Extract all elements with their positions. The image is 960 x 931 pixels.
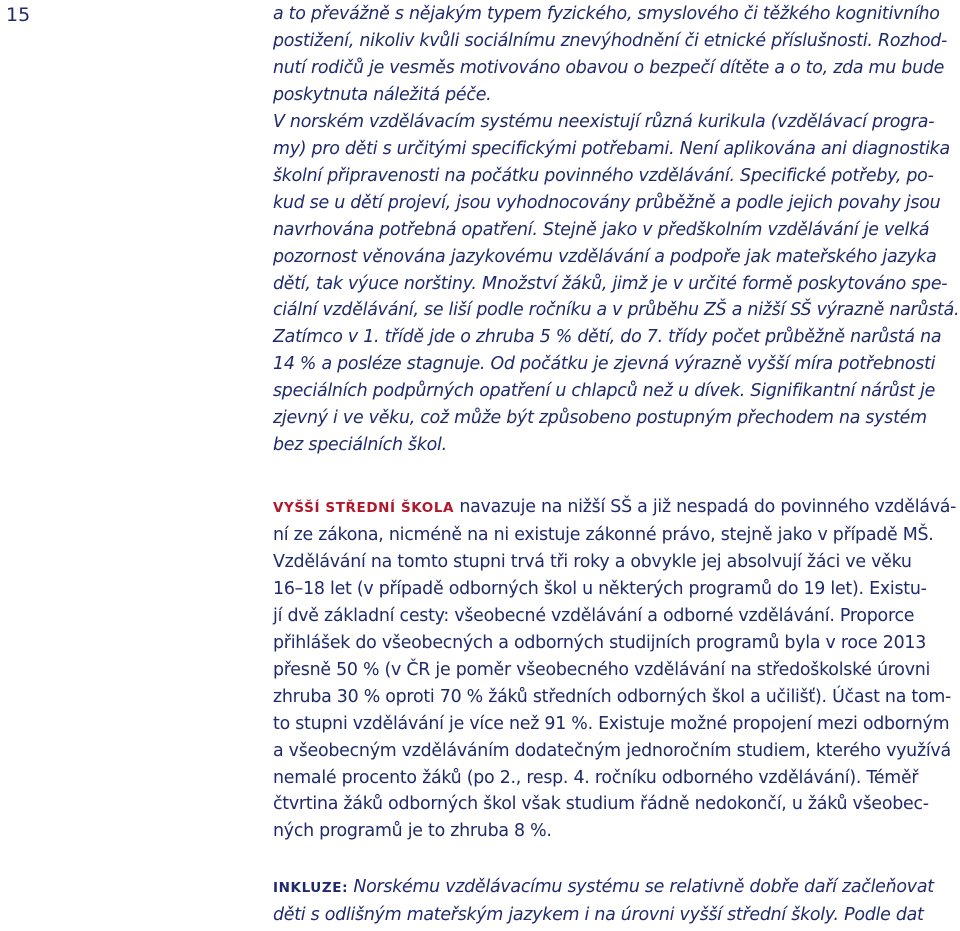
text-line: ciální vzdělávání, se liší podle ročníku a v průběhu ZŠ a nižší SŠ výrazně narůstá. <box>273 300 960 321</box>
text-line: a všeobecným vzděláváním dodatečným jednoročním studiem, kterého využívá <box>273 740 951 761</box>
text-line: ných programů je to zhruba 8 %. <box>273 821 552 842</box>
text-line: přesně 50 % (v ČR je poměr všeobecného vzdělávání na středoškolské úrovni <box>273 659 931 680</box>
text-line: V norském vzdělávacím systému neexistují různá kurikula (vzdělávací progra- <box>273 111 935 132</box>
text-run: Norskému vzdělávacímu systému se relativně dobře daří začleňovat <box>348 877 934 897</box>
text-line: zjevný i ve věku, což může být způsobeno postupným přechodem na systém <box>273 408 927 429</box>
text-line: postižení, nikoliv kvůli sociálnímu znevýhodnění či etnické příslušnosti. Rozhod- <box>273 30 948 51</box>
text-line: a to převážně s nějakým typem fyzického, smyslového či těžkého kognitivního <box>273 4 940 24</box>
paragraph-special-needs <box>273 1 960 459</box>
text-line: přihlášek do všeobecných a odborných studijních programů byla v roce 2013 <box>273 632 927 653</box>
text-line: Zatímco v 1. třídě jde o zhruba 5 % dětí, do 7. třídy počet průběžně narůstá na <box>273 327 942 348</box>
text-line: speciálních podpůrných opatření u chlapců než u dívek. Signifikantní nárůst je <box>273 381 936 402</box>
text-run: navazuje na nižší SŠ a již nespadá do povinného vzdělává- <box>454 497 957 517</box>
text-line: jí dvě základní cesty: všeobecné vzdělávání a odborné vzdělávání. Proporce <box>273 605 915 626</box>
text-line: 14 % a posléze stagnuje. Od počátku je zjevná výrazně vyšší míra potřebnosti <box>273 354 936 375</box>
text-line: Vzdělávání na tomto stupni trvá tři roky a obvykle jej absolvují žáci ve věku <box>273 551 912 572</box>
text-line: ní ze zákona, nicméně na ni existuje zákonné právo, stejně jako v případě MŠ. <box>273 524 934 545</box>
text-line: bez speciálních škol. <box>273 435 447 456</box>
text-line: pozornost věnována jazykovému vzdělávání a podpoře jak mateřského jazyka <box>273 246 937 267</box>
text-line: nutí rodičů je vesměs motivováno obavou o bezpečí dítěte a o to, zda mu bude <box>273 57 945 78</box>
text-line: navrhována potřebná opatření. Stejně jako v předškolním vzdělávání je velká <box>273 219 930 240</box>
text-line: to stupni vzdělávání je více než 91 %. Existuje možné propojení mezi odborným <box>273 713 950 734</box>
text-line: poskytnuta náležitá péče. <box>273 84 492 105</box>
section-heading-inclusion: INKLUZE: <box>273 880 349 896</box>
text-line: děti s odlišným mateřským jazykem i na úrovni vyšší střední školy. Podle dat <box>273 904 924 925</box>
text-line <box>273 494 960 522</box>
paragraph-upper-secondary <box>273 494 960 845</box>
page-number: 15 <box>6 4 31 26</box>
text-line: zhruba 30 % oproti 70 % žáků středních odborných škol a učilišť). Účast na tom- <box>273 686 952 707</box>
text-line: my) pro děti s určitými specifickými potřebami. Není aplikována ani diagnostika <box>273 138 950 159</box>
text-line <box>273 874 960 902</box>
text-line: školní připravenosti na počátku povinného vzdělávání. Specifické potřeby, po- <box>273 165 934 186</box>
text-line: nemalé procento žáků (po 2., resp. 4. ročníku odborného vzdělávání). Téměř <box>273 767 919 788</box>
text-line: kud se u dětí projeví, jsou vyhodnocovány průběžně a podle jejich povahy jsou <box>273 192 941 213</box>
text-line: 16–18 let (v případě odborných škol u některých programů do 19 let). Existu- <box>273 578 927 599</box>
section-heading-upper-secondary: VYŠŠÍ STŘEDNÍ ŠKOLA <box>273 500 455 516</box>
text-line: čtvrtina žáků odborných škol však studium řádně nedokončí, u žáků všeobec- <box>273 794 929 815</box>
paragraph-inclusion <box>273 874 960 929</box>
text-line: dětí, tak výuce norštiny. Množství žáků, jimž je v určité formě poskytováno spe- <box>273 273 948 294</box>
